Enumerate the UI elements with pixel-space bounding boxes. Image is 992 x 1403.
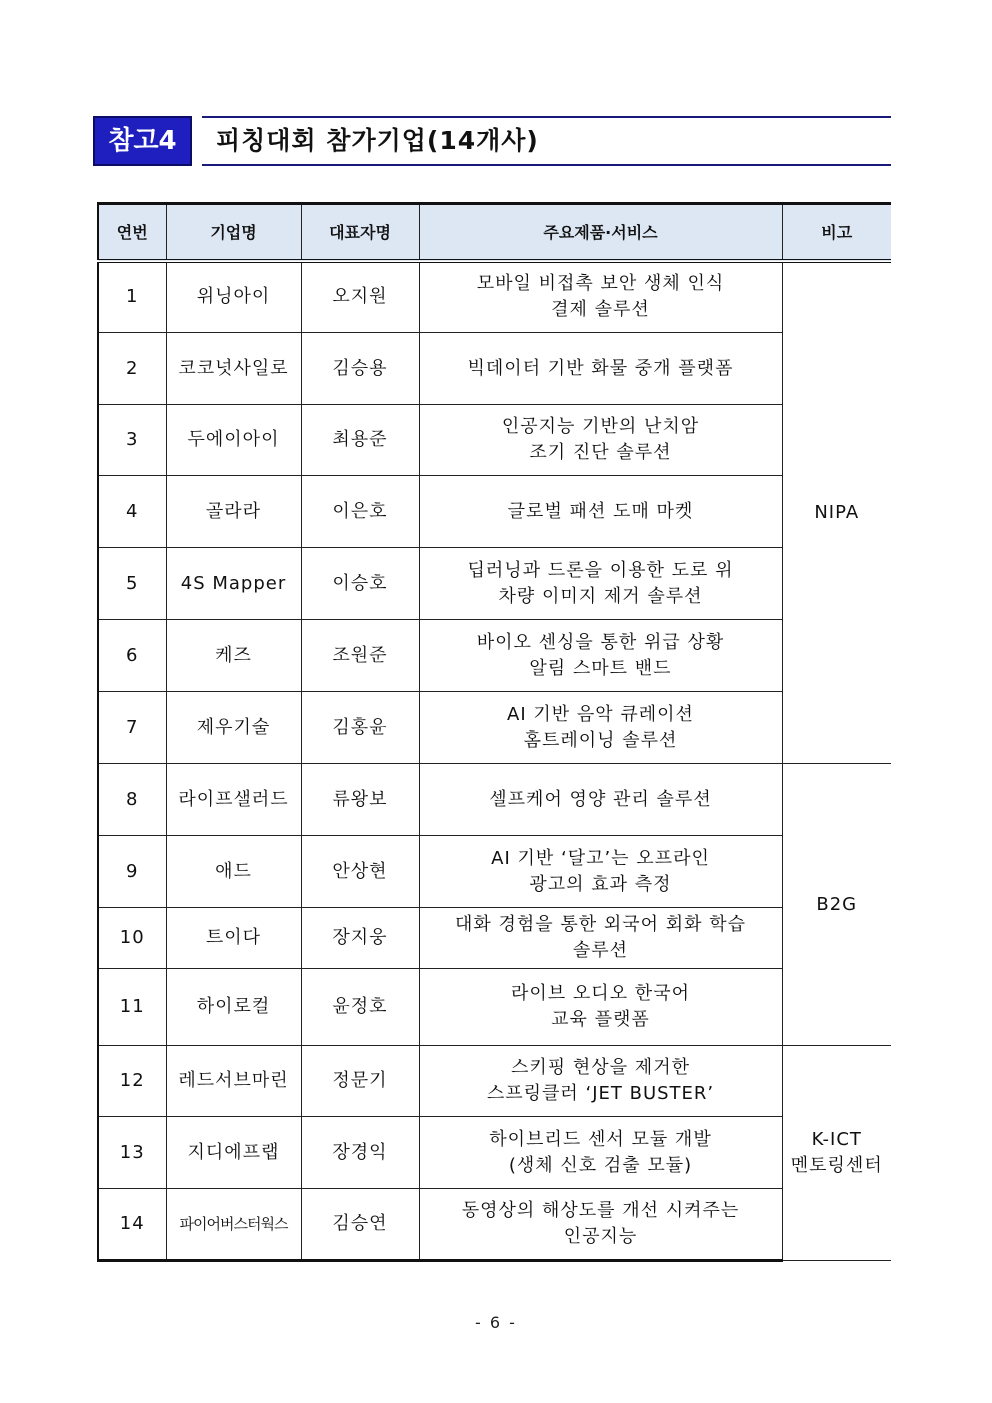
product-cell	[419, 476, 782, 548]
product-line: 글로벌 패션 도매 마켓	[507, 500, 694, 522]
company-name: 레드서브마린	[166, 1046, 301, 1117]
product-line: 바이오 센싱을 통한 위급 상황	[476, 631, 725, 653]
table-row	[98, 692, 891, 764]
table-row	[98, 620, 891, 692]
row-number: 11	[98, 969, 166, 1046]
product-line: 솔루션	[572, 940, 629, 961]
product-cell	[419, 1189, 782, 1261]
page-number: - 6 -	[475, 1313, 517, 1332]
product-line: (생체 신호 검출 모듈)	[508, 1154, 693, 1176]
table-row	[98, 476, 891, 548]
product-line: 교육 플랫폼	[551, 1009, 650, 1030]
product-line: AI 기반 ‘달고’는 오프라인	[491, 847, 710, 869]
row-number: 2	[98, 333, 166, 405]
company-name: 케즈	[166, 620, 301, 692]
note-line: 멘토링센터	[790, 1155, 883, 1176]
product-cell	[419, 1046, 782, 1117]
row-number: 10	[98, 908, 166, 969]
product-cell	[419, 405, 782, 476]
product-cell	[419, 764, 782, 836]
ceo-name: 김승연	[301, 1189, 419, 1261]
product-cell	[419, 969, 782, 1046]
company-name: 하이로컬	[166, 969, 301, 1046]
note-b2g: B2G	[782, 764, 891, 1046]
product-cell	[419, 836, 782, 908]
column-header-product: 주요제품·서비스	[419, 204, 782, 261]
row-number: 14	[98, 1189, 166, 1261]
product-line: 알림 스마트 밴드	[529, 657, 672, 679]
product-cell	[419, 620, 782, 692]
section-header	[93, 116, 891, 166]
company-name: 지디에프랩	[166, 1117, 301, 1189]
product-line: 광고의 효과 측정	[529, 873, 672, 895]
column-header-note: 비고	[782, 204, 891, 261]
row-number: 8	[98, 764, 166, 836]
product-line: 라이브 오디오 한국어	[511, 983, 690, 1004]
table-row	[98, 969, 891, 1046]
product-line: 인공지능	[563, 1226, 638, 1247]
reference-badge: 참고4	[93, 116, 192, 166]
ceo-name: 조원준	[301, 620, 419, 692]
note-kict	[782, 1046, 891, 1261]
product-line: 모바일 비접촉 보안 생체 인식	[476, 273, 725, 295]
product-line: 결제 솔루션	[551, 299, 650, 321]
row-number: 12	[98, 1046, 166, 1117]
ceo-name: 안상현	[301, 836, 419, 908]
product-cell	[419, 1117, 782, 1189]
product-cell	[419, 548, 782, 620]
product-line: 차량 이미지 제거 솔루션	[498, 585, 703, 607]
ceo-name: 정문기	[301, 1046, 419, 1117]
product-line: 스프링클러 ‘JET BUSTER’	[486, 1083, 715, 1104]
ceo-name: 오지원	[301, 261, 419, 333]
table-row	[98, 1117, 891, 1189]
table-header-row	[98, 204, 891, 261]
ceo-name: 장경익	[301, 1117, 419, 1189]
row-number: 9	[98, 836, 166, 908]
table-row	[98, 908, 891, 969]
company-name: 코코넛사일로	[166, 333, 301, 405]
table-row	[98, 1046, 891, 1117]
column-header-number: 연번	[98, 204, 166, 261]
row-number: 13	[98, 1117, 166, 1189]
table-row	[98, 261, 891, 333]
ceo-name: 김홍윤	[301, 692, 419, 764]
company-name: 제우기술	[166, 692, 301, 764]
product-line: 빅데이터 기반 화물 중개 플랫폼	[467, 357, 734, 379]
product-line: 대화 경험을 통한 외국어 회화 학습	[454, 914, 747, 935]
product-line: 홈트레이닝 솔루션	[523, 729, 678, 751]
ceo-name: 장지웅	[301, 908, 419, 969]
row-number: 1	[98, 261, 166, 333]
product-line: 하이브리드 센서 모듈 개발	[489, 1128, 712, 1150]
ceo-name: 이승호	[301, 548, 419, 620]
row-number: 3	[98, 405, 166, 476]
table-row	[98, 836, 891, 908]
row-number: 6	[98, 620, 166, 692]
table-row	[98, 764, 891, 836]
participant-companies-table	[97, 202, 891, 1262]
table-row	[98, 1189, 891, 1261]
product-line: 딥러닝과 드론을 이용한 도로 위	[467, 559, 734, 581]
product-line: 조기 진단 솔루션	[529, 442, 672, 463]
company-name: 트이다	[166, 908, 301, 969]
product-line: 동영상의 해상도를 개선 시켜주는	[461, 1200, 740, 1221]
company-name: 라이프샐러드	[166, 764, 301, 836]
product-line: AI 기반 음악 큐레이션	[507, 703, 694, 725]
product-cell	[419, 333, 782, 405]
product-line: 스키핑 현상을 제거한	[511, 1057, 690, 1078]
ceo-name: 최용준	[301, 405, 419, 476]
ceo-name: 윤정호	[301, 969, 419, 1046]
product-line: 셀프케어 영양 관리 솔루션	[489, 788, 712, 810]
table-row	[98, 333, 891, 405]
row-number: 5	[98, 548, 166, 620]
company-name: 위닝아이	[166, 261, 301, 333]
ceo-name: 류왕보	[301, 764, 419, 836]
note-nipa: NIPA	[782, 261, 891, 764]
company-name: 골라라	[166, 476, 301, 548]
table-row	[98, 548, 891, 620]
table-row	[98, 405, 891, 476]
column-header-ceo: 대표자명	[301, 204, 419, 261]
column-header-company: 기업명	[166, 204, 301, 261]
company-name: 애드	[166, 836, 301, 908]
ceo-name: 김승용	[301, 333, 419, 405]
company-name: 4S Mapper	[166, 548, 301, 620]
page-title: 피칭대회 참가기업(14개사)	[216, 126, 539, 155]
product-cell	[419, 692, 782, 764]
note-line: K-ICT	[811, 1129, 862, 1150]
row-number: 7	[98, 692, 166, 764]
product-cell	[419, 261, 782, 333]
product-cell	[419, 908, 782, 969]
ceo-name: 이은호	[301, 476, 419, 548]
company-name: 파이어버스터웍스	[166, 1189, 301, 1261]
product-line: 인공지능 기반의 난치암	[501, 416, 700, 437]
row-number: 4	[98, 476, 166, 548]
company-name: 두에이아이	[166, 405, 301, 476]
title-bar	[202, 116, 891, 166]
